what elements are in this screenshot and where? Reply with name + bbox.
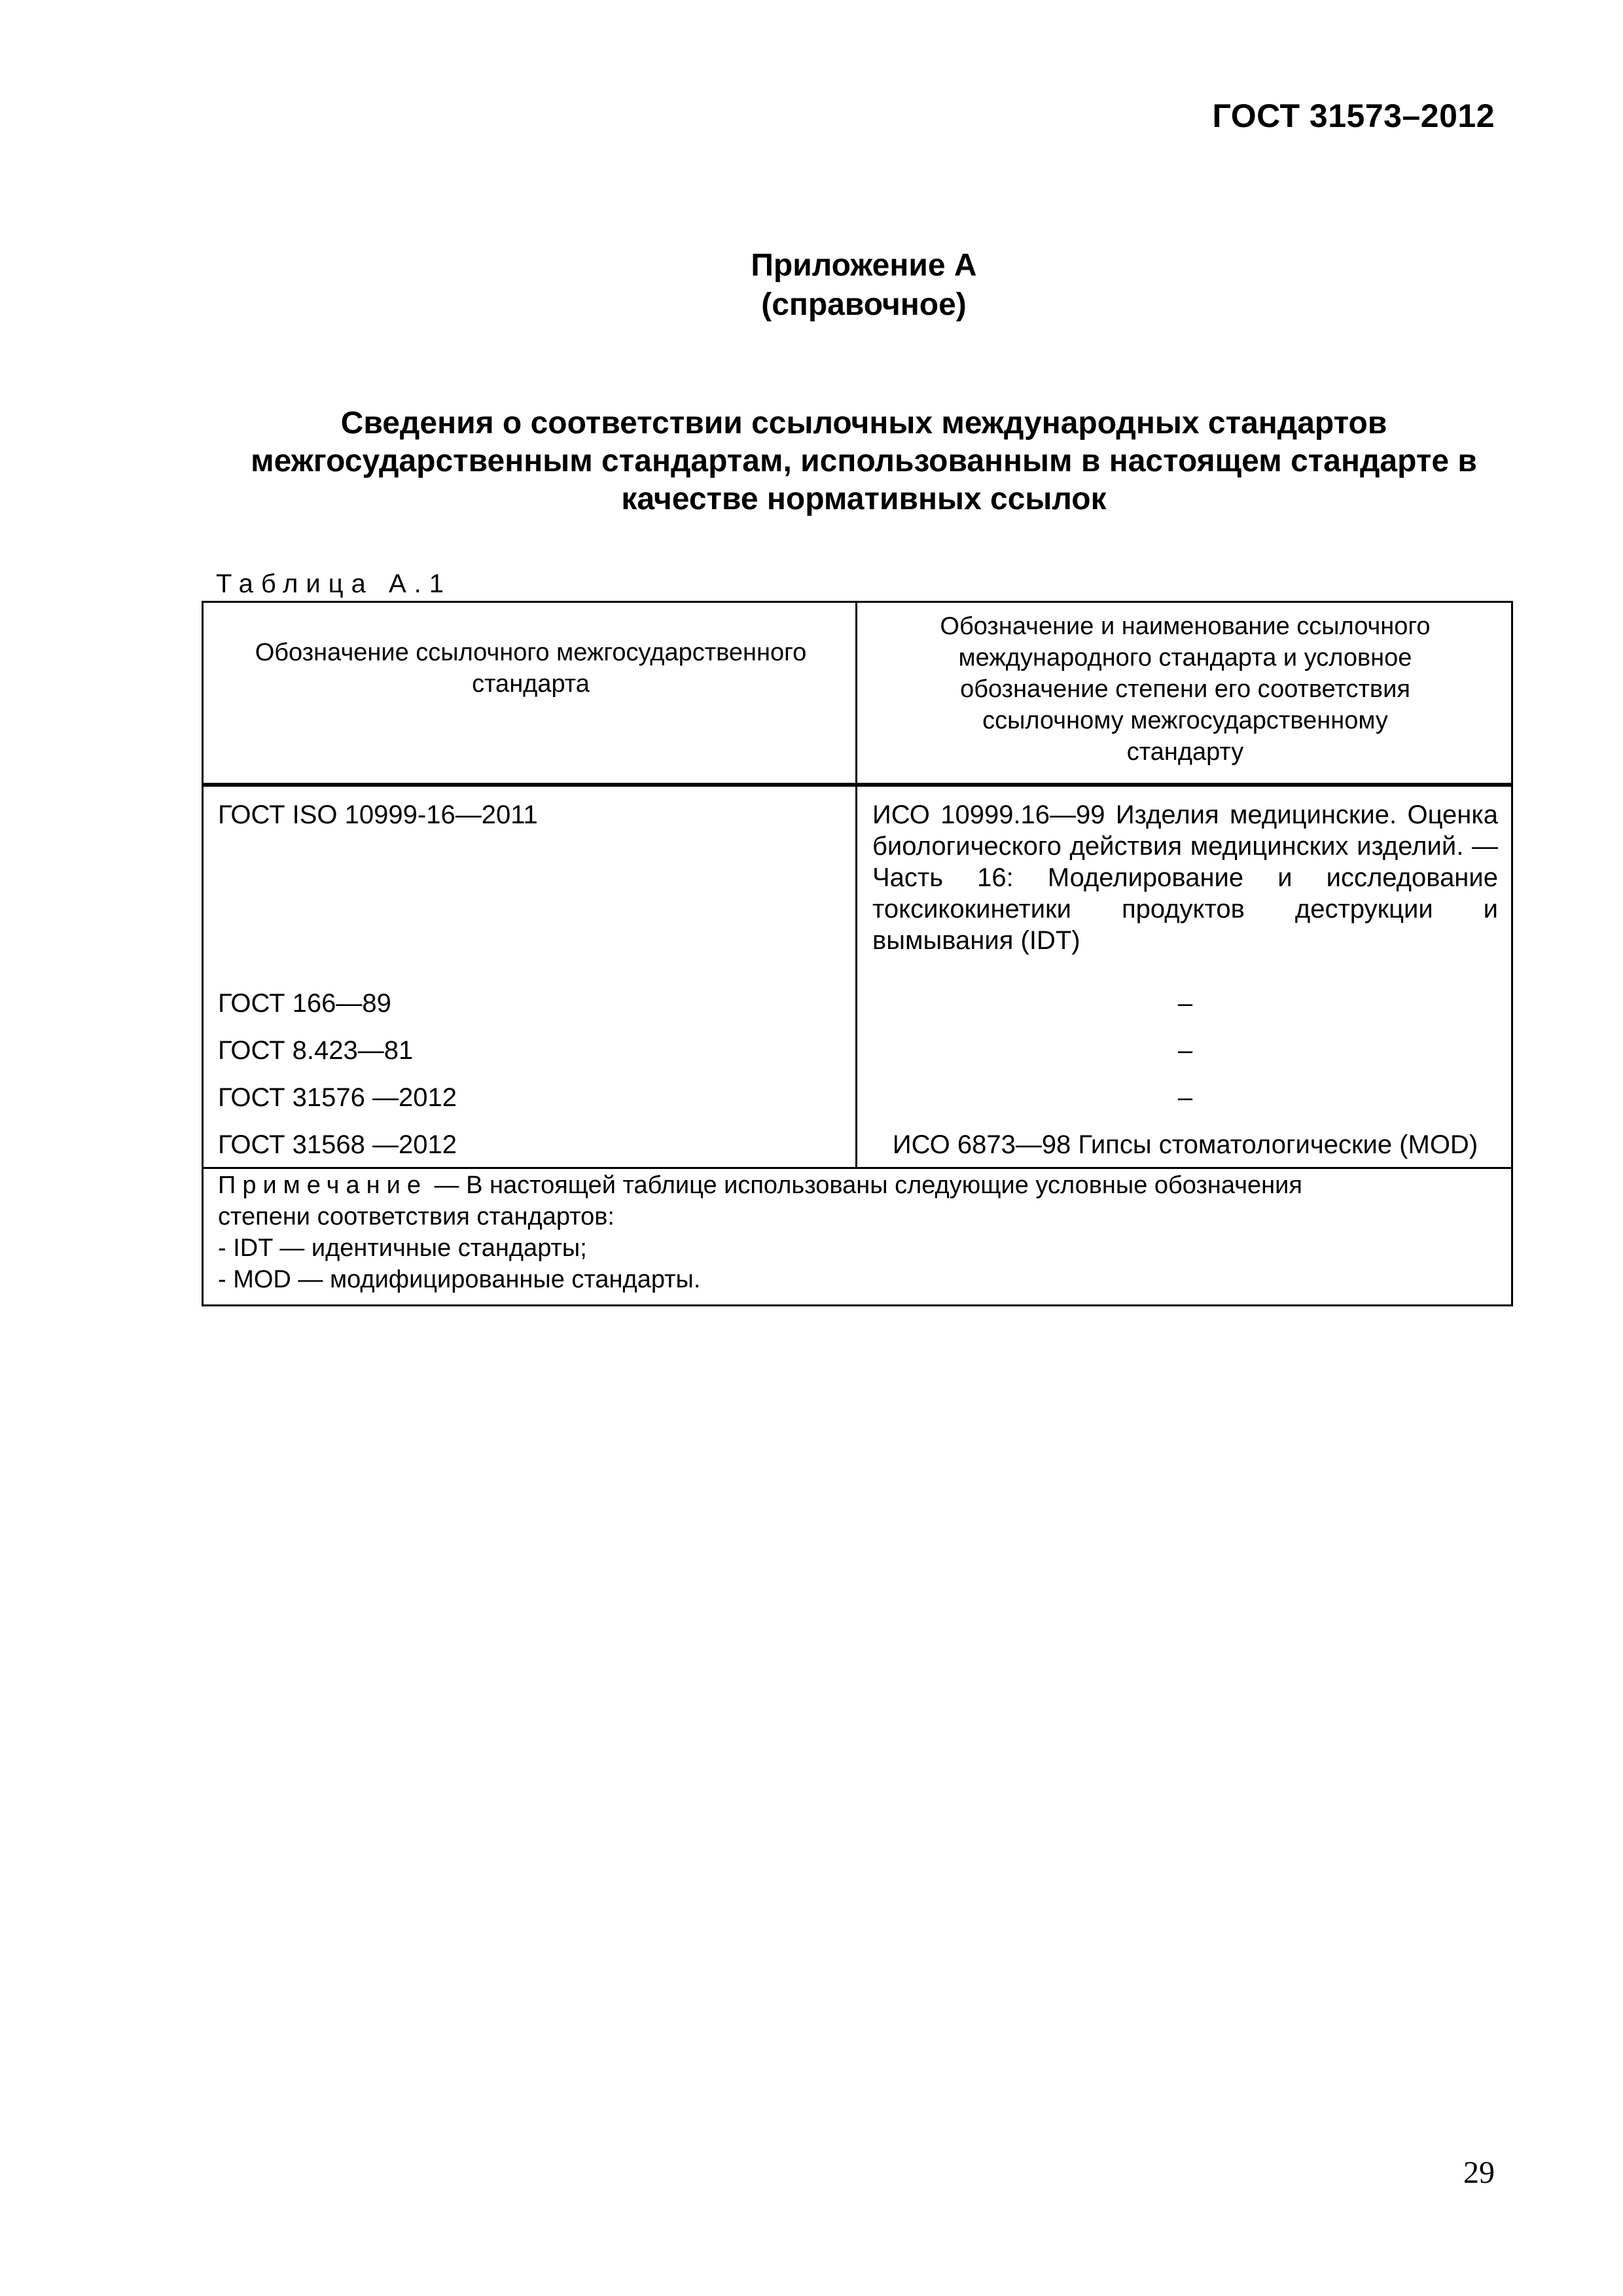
note-line: - MOD — модифицированные стандарты.: [218, 1266, 701, 1293]
table-row-reference: ИСО 6873—98 Гипсы стоматологические (MOD): [892, 1130, 1478, 1159]
annex-heading: [0, 246, 1623, 325]
table-row-standard: ГОСТ ISO 10999-16—2011: [218, 800, 538, 829]
note-line: степени соответствия стандартов:: [218, 1203, 615, 1230]
section-title-line: межгосударственным стандартам, использованным в настоящем стандарте в: [251, 444, 1477, 478]
note-text: — В настоящей таблице использованы следующие условные обозначения: [427, 1172, 1302, 1199]
table-row-reference: –: [1177, 1083, 1193, 1112]
header-divider: [204, 783, 1511, 787]
annex-status: (справочное): [761, 287, 967, 322]
table-row-reference: –: [1177, 989, 1193, 1018]
table-row-reference: ИСО 10999.16—99 Изделия медицинские. Оценка биологического действия медицинских изделий. — Часть 16: Моделирование и исследование токсикокинетики продуктов деструкции и вымывания (IDT): [872, 800, 1498, 955]
table-row-standard: ГОСТ 31576 —2012: [218, 1083, 457, 1112]
section-title: [196, 404, 1531, 518]
table-row-standard: ГОСТ 31568 —2012: [218, 1130, 457, 1159]
table-note: [218, 1170, 1501, 1295]
header-interstate-standard: Обозначение ссылочного межгосударственного стандарта: [255, 639, 807, 698]
reference-table: [202, 601, 1513, 1306]
table-label: Таблица А.1: [216, 569, 452, 598]
table-row-standard: ГОСТ 8.423—81: [218, 1036, 414, 1065]
header-international-standard: Обозначение и наименование ссылочного международного стандарта и условное обозначение степени его соответствия ссылочному межгосударственному стандарту: [940, 613, 1431, 766]
annex-title: Приложение А: [751, 248, 977, 283]
section-title-line: Сведения о соответствии ссылочных международных стандартов: [340, 406, 1387, 440]
note-line: - IDT — идентичные стандарты;: [218, 1234, 587, 1262]
section-title-line: качестве нормативных ссылок: [621, 482, 1107, 516]
table-row-reference: –: [1177, 1036, 1193, 1065]
page-number: 29: [1463, 2155, 1495, 2190]
note-label: Примечание: [218, 1172, 427, 1199]
column-divider: [855, 603, 857, 1167]
table-row-standard: ГОСТ 166—89: [218, 989, 391, 1018]
document-code: ГОСТ 31573–2012: [1212, 98, 1495, 134]
note-divider: [204, 1167, 1511, 1169]
